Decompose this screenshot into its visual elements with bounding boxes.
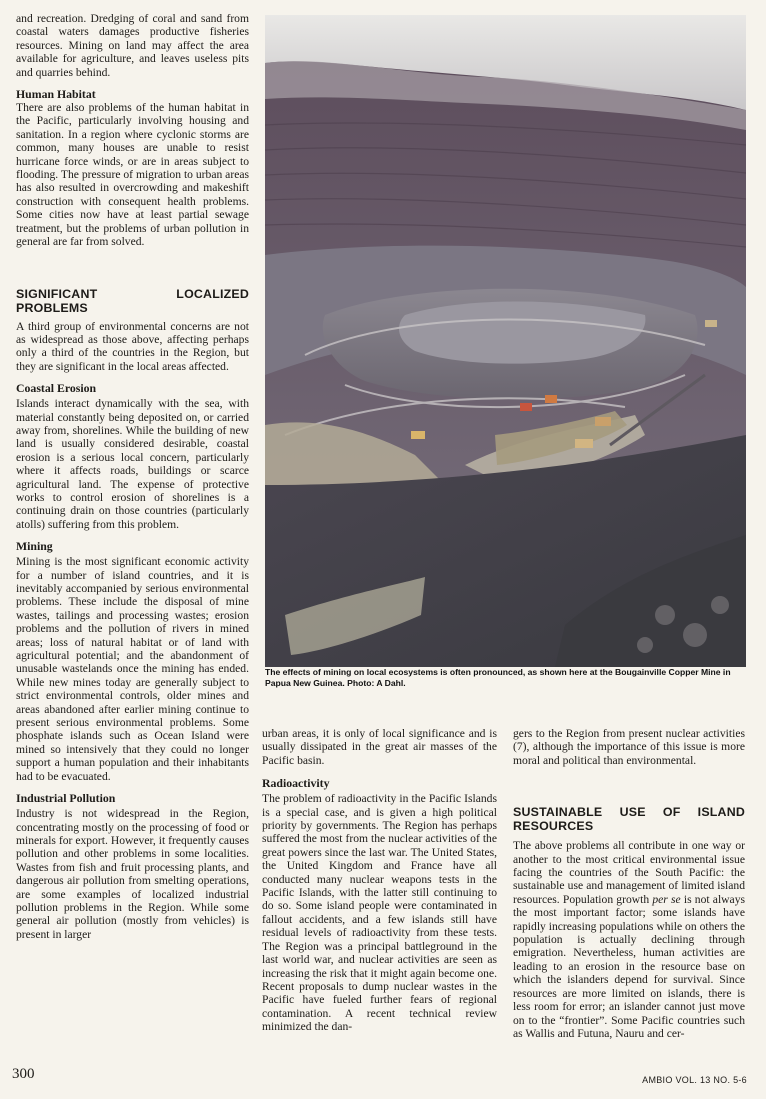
right-column [513,727,745,1040]
industrial-pollution-heading: Industrial Pollution [16,791,116,806]
nuclear-dangers-paragraph: gers to the Region from present nuclear activities (7), although the importance of this issue is more moral and political than environmental. [513,727,745,767]
page-number: 300 [12,1066,35,1082]
section-intro-paragraph: A third group of environmental concerns are not as widespread as those above, affecting perhaps only a third of the countries in the Region, but they are significant in the local areas affected. [16,319,249,373]
mining-heading: Mining [16,539,53,554]
mining-paragraph: Mining is the most significant economic activity for a number of island countries, and it is inevitably accompanied by serious environmental problems. These include the disposal of mine wastes, tailings and processing wastes; erosion problems and the pollution of rivers in mined areas; loss of natural habitat or of land with agricultural potential; and the abandonment of unusable wastelands once the mining has ended. While new mines today are generally subject to strict environmental controls, older mines and areas abandoned after earlier mining continue to present serious environmental problems. Some phosphate islands such as Ocean Island were mined so intensively that they could no longer support a human population and their inhabitants had to be evacuated. [16,555,249,783]
sustainable-use-heading: SUSTAINABLE USE OF ISLAND RESOURCES [513,805,745,834]
human-habitat-heading: Human Habitat [16,87,96,102]
journal-footer: AMBIO VOL. 13 NO. 5-6 [642,1075,747,1085]
radioactivity-paragraph: The problem of radioactivity in the Pacific Islands is a special case, and is given a high political priority by governments. The Region has perhaps suffered the most from the nuclear activities of the great powers since the last war. The United States, the United Kingdom and France have all conducted many nuclear weapons tests in the Pacific Islands, with the latter still continuing to do so. Some island people were contaminated in fallout accidents, and a few islands still have residual levels of radioactivity from these tests. The Region was a principal battleground in the last world war, and nuclear activities are seen as increasing the risk that it might again become one. Recent proposals to dump nuclear wastes in the Pacific have fueled further fears of regional contamination. A recent technical review minimized the dan- [262,792,497,1034]
left-column [16,12,249,941]
mine-photo-illustration [265,15,746,667]
figure-caption: The effects of mining on local ecosystems is often pronounced, as shown here at the Bougainville Copper Mine in Papua New Guinea. Photo: A Dahl. [265,667,731,688]
sustainable-use-text-part-1: The above problems all contribute in one way or another to the most critical environmental issue facing the countries of the South Pacific: the sustainable use and management of limited island resources. Population growth [513,839,745,906]
human-habitat-paragraph: There are also problems of the human habitat in the Pacific, particularly involving housing and sanitation. In a region where cyclonic storms are common, many houses are unable to resist hurricane force winds, or are in areas subject to flooding. The pressure of migration to urban areas has also resulted in overcrowding and makeshift construction with consequent health problems. Some cities now have at least partial sewage treatment, but the problems of urban pollution in general are far from solved. [16,101,249,249]
per-se-italic: per se [652,892,681,906]
middle-column [262,727,497,1034]
coastal-erosion-paragraph: Islands interact dynamically with the sea, with material constantly being deposited on, or carried away from, shorelines. While the building of new land is usually considered desirable, coastal erosion is a serious local concern, particularly where it affects roads, buildings or scarce agricultural land. The expense of protective works to control erosion of shorelines is a continuing drain on those countries (particularly atolls) suffering from this problem. [16,397,249,531]
coastal-erosion-heading: Coastal Erosion [16,381,97,396]
radioactivity-heading: Radioactivity [262,776,330,791]
mine-photo [265,15,746,667]
intro-paragraph: and recreation. Dredging of coral and sand from coastal waters damages productive fisheries resources. Mining on land may affect the area available for agriculture, and leaves useless pits and quarries behind. [16,12,249,79]
sustainable-use-paragraph [513,839,745,1040]
industrial-pollution-paragraph: Industry is not widespread in the Region, concentrating mostly on the processing of food or minerals for export. However, it frequently causes pollution and other problems in some localities. Wastes from fish and fruit processing plants, and dangerous air pollution from smelting operations, are some examples of localized industrial pollution problems in the Region. While some general air pollution (mostly from vehicles) is present in larger [16,807,249,941]
urban-areas-paragraph: urban areas, it is only of local significance and is usually dissipated in the great air masses of the Pacific basin. [262,727,497,767]
sustainable-use-text-part-2: is not always the most important factor; some islands have rapidly increasing populations while on others the population is actually declining through emigration. Nevertheless, human activities are leading to an erosion in the resource base on which the islanders depend for survival. Since resources are more limited on islands, there is less room for error; an islander cannot just move on to the “frontier”. Some Pacific countries such as Wallis and Futuna, Nauru and cer- [513,892,745,1040]
significant-localized-problems-heading: SIGNIFICANT LOCALIZED PROBLEMS [16,286,249,315]
